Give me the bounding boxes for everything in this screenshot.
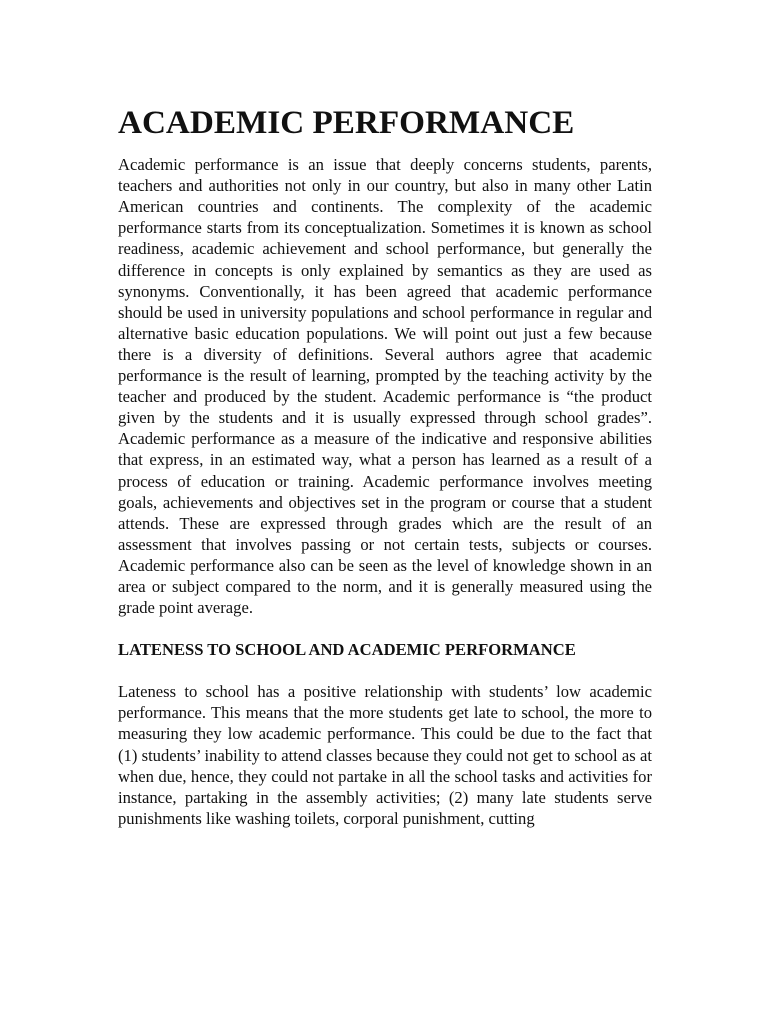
section-heading-academic-performance: ACADEMIC PERFORMANCE: [118, 104, 575, 141]
spacer: [118, 618, 652, 639]
spacer: [118, 660, 652, 681]
section-heading-lateness: LATENESS TO SCHOOL AND ACADEMIC PERFORMANCE: [118, 640, 576, 660]
document-page: [118, 104, 652, 829]
section-body-academic-performance: Academic performance is an issue that deeply concerns students, parents, teachers and authorities not only in our country, but also in many other Latin American countries and continents. The complexity of the academic performance starts from its conceptualization. Sometimes it is known as school readiness, academic achievement and school performance, but generally the difference in concepts is only explained by semantics as they are used as synonyms. Conventionally, it has been agreed that academic performance should be used in university populations and school performance in regular and alternative basic education populations. We will point out just a few because there is a diversity of definitions. Several authors agree that academic performance is the result of learning, prompted by the teaching activity by the teacher and produced by the student. Academic performance is “the product given by the students and it is usually expressed through school grades”. Academic performance as a measure of the indicative and responsive abilities that express, in an estimated way, what a person has learned as a result of a process of education or training. Academic performance involves meeting goals, achievements and objectives set in the program or course that a student attends. These are expressed through grades which are the result of an assessment that involves passing or not certain tests, subjects or courses. Academic performance also can be seen as the level of knowledge shown in an area or subject compared to the norm, and it is generally measured using the grade point average.: [118, 155, 652, 618]
section-body-lateness: Lateness to school has a positive relationship with students’ low academic performance. This means that the more students get late to school, the more to measuring they low academic performance. This could be due to the fact that (1) students’ inability to attend classes because they could not get to school as at when due, hence, they could not partake in all the school tasks and activities for instance, partaking in the assembly activities; (2) many late students serve punishments like washing toilets, corporal punishment, cutting: [118, 682, 652, 828]
